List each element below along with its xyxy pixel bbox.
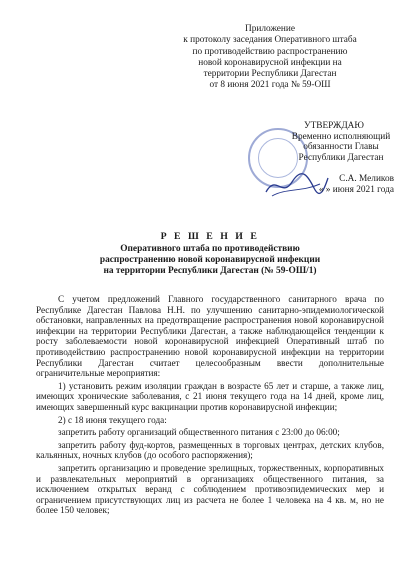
decision-subtitle-line: Оперативного штаба по противодействию: [120, 243, 300, 254]
appendix-line: территории Республики Дагестан: [203, 69, 337, 80]
body-paragraph: запретить организацию и проведение зрелищных, торжественных, корпоративных и развлекательных мероприятий в организациях общественного питания, за исключением открытых веранд с соблюдением противоэпидемических мер и ограничением присутствующих лиц из расчета не более 1 человека на 4 кв. м, но не более 150 человек;: [36, 462, 384, 516]
approval-position-line: обязанности Главы: [303, 142, 379, 153]
body-paragraph: запретить работу фуд-кортов, размещенных в торговых центрах, детских клубов, кальянных, ночных клубов (до особого распоряжения);: [36, 439, 384, 461]
approval-block: [248, 121, 394, 196]
approval-title: УТВЕРЖДАЮ: [304, 121, 364, 131]
body-paragraph: С учетом предложений Главного государственного санитарного врача по Республике Дагестан Павлова Н.Н. по улучшению санитарно-эпидемиологической обстановки, направленных на предотвращение распространения новой коронавирусной инфекции на территории Республики Дагестан, а также наблюдающейся тенденции к росту заболеваемости новой коронавирусной инфекцией Оперативный штаб по противодействию распространению новой коронавирусной инфекции на территории Республики Дагестан считает целесообразным ввести дополнительные ограничительные мероприятия:: [36, 294, 384, 379]
appendix-line: по противодействию распространению: [192, 46, 348, 57]
decision-subtitle-line: распространению новой коронавирусной инфекции: [99, 254, 321, 265]
decision-body: [36, 294, 384, 516]
approval-position-line: Республики Дагестан: [298, 152, 384, 163]
appendix-line: Приложение: [245, 24, 295, 34]
decision-title: Р Е Ш Е Н И Е: [160, 231, 260, 242]
body-paragraph: 2) с 18 июня текущего года:: [58, 414, 167, 425]
appendix-line: к протоколу заседания Оперативного штаба: [183, 35, 357, 46]
body-paragraph: запретить работу организаций общественного питания с 23:00 до 06:00;: [58, 427, 340, 438]
approval-position-line: Временно исполняющий: [291, 131, 391, 142]
decision-subtitle-line: на территории Республики Дагестан (№ 59-ОШ/1): [103, 265, 317, 276]
decision-heading: [40, 232, 380, 277]
appendix-line: от 8 июня 2021 года № 59-ОШ: [209, 80, 331, 91]
approval-signatory: С.А. Меликов: [339, 174, 394, 185]
approval-date: « » июня 2021 года: [318, 184, 394, 195]
body-paragraph: 1) установить режим изоляции граждан в возрасте 65 лет и старше, а также лиц, имеющих хронические заболевания, с 21 июня текущего года на 14 дней, кроме лиц, имеющих завершенный курс вакцинации против коронавирусной инфекции;: [36, 380, 384, 412]
appendix-block: [150, 24, 390, 92]
appendix-line: новой коронавирусной инфекции на: [198, 57, 342, 68]
